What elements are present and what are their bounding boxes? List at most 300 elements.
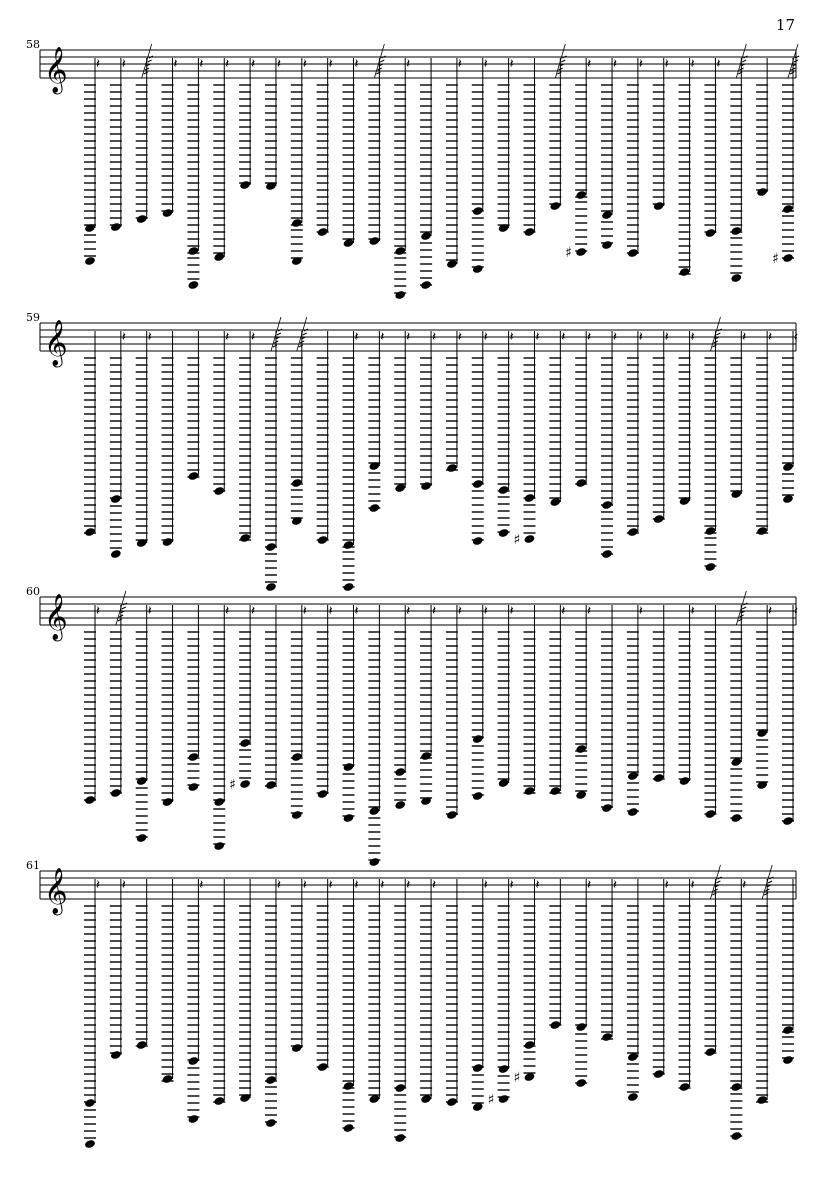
treble-clef-icon: 𝄞: [44, 594, 68, 640]
rest-icon: 𝄽: [587, 330, 592, 345]
note-column: [730, 330, 746, 499]
notehead: [705, 1047, 717, 1057]
notehead: [213, 797, 225, 807]
note-column: [446, 57, 462, 269]
note-column: [730, 591, 747, 823]
rest-icon: 𝄽: [432, 878, 437, 893]
note-column: [162, 331, 174, 547]
rest-icon: 𝄽: [96, 604, 100, 619]
notehead: [136, 776, 148, 786]
note-column: [498, 604, 514, 788]
note-column: [523, 58, 535, 237]
note-column: [265, 317, 282, 592]
measure-number: 60: [26, 585, 40, 598]
notehead: [679, 776, 691, 786]
notehead: [498, 1064, 510, 1074]
note-column: [679, 878, 695, 1092]
rest-icon: 𝄽: [173, 57, 178, 72]
note-column: [343, 878, 359, 1133]
notehead: [394, 800, 406, 810]
rest-icon: 𝄽: [742, 330, 747, 345]
measure-number: 58: [26, 38, 40, 51]
note-column: [627, 57, 643, 258]
note-column: [756, 604, 772, 790]
note-column: [162, 879, 174, 1084]
notehead: [162, 537, 174, 547]
note-column: [679, 604, 695, 786]
note-column: [523, 605, 535, 796]
note-column: [368, 44, 385, 246]
notehead: [187, 782, 199, 792]
notehead: [653, 201, 665, 211]
rest-icon: 𝄽: [690, 878, 695, 893]
note-column: [343, 604, 359, 823]
rest-icon: 𝄽: [561, 604, 566, 619]
note-column: [472, 330, 488, 546]
treble-clef-icon: 𝄞: [44, 47, 68, 93]
note-column: [782, 879, 794, 1065]
note-column: [513, 878, 539, 1086]
rest-icon: 𝄽: [225, 604, 230, 619]
rest-icon: 𝄽: [432, 330, 437, 345]
note-column: [84, 878, 100, 1149]
note-column: [513, 330, 539, 548]
rest-icon: 𝄽: [406, 57, 411, 72]
notehead: [84, 527, 96, 537]
notehead: [601, 240, 613, 250]
sharp-icon: ♯: [772, 251, 779, 267]
rest-icon: 𝄽: [613, 878, 618, 893]
notehead: [265, 582, 277, 592]
note-column: [782, 604, 798, 826]
rest-icon: 𝄽: [587, 878, 592, 893]
note-column: [704, 317, 721, 572]
note-column: [394, 604, 410, 810]
rest-icon: 𝄽: [457, 604, 462, 619]
rest-icon: 𝄽: [147, 604, 152, 619]
rest-icon: 𝄽: [276, 878, 281, 893]
notehead: [84, 256, 96, 266]
rest-icon: 𝄽: [380, 330, 385, 345]
note-column: [317, 878, 333, 1072]
note-column: [239, 57, 255, 190]
rest-icon: 𝄽: [302, 604, 307, 619]
notehead: [239, 779, 251, 789]
note-column: [239, 330, 255, 543]
notehead: [498, 528, 510, 538]
rest-icon: 𝄽: [535, 878, 540, 893]
rest-icon: 𝄽: [716, 57, 721, 72]
notehead: [653, 773, 665, 783]
note-column: [213, 604, 229, 851]
rest-icon: 𝄽: [328, 57, 333, 72]
note-column: [291, 317, 308, 526]
staff-system: [26, 859, 796, 1149]
treble-clef-icon: 𝄞: [44, 868, 68, 914]
notehead: [782, 253, 794, 263]
note-column: [291, 57, 307, 266]
notehead: [162, 1074, 174, 1084]
note-column: [420, 330, 436, 491]
notehead: [187, 1114, 199, 1124]
rest-icon: 𝄽: [406, 604, 411, 619]
rest-icon: 𝄽: [638, 604, 643, 619]
notehead: [627, 527, 639, 537]
note-column: [343, 57, 359, 248]
notehead: [549, 1020, 561, 1030]
note-column: [239, 879, 251, 1103]
rest-icon: 𝄽: [509, 878, 514, 893]
note-column: [782, 330, 798, 504]
note-column: [187, 605, 199, 792]
notehead: [472, 206, 484, 216]
note-column: [498, 330, 514, 538]
notehead: [136, 1040, 148, 1050]
notehead: [472, 479, 484, 489]
notehead: [368, 857, 380, 867]
staff-system: [26, 311, 798, 592]
note-column: [265, 57, 281, 191]
rest-icon: 𝄽: [742, 878, 747, 893]
notehead: [524, 534, 536, 544]
notehead: [110, 222, 122, 232]
notehead: [213, 1096, 225, 1106]
notehead: [420, 751, 432, 761]
note-column: [420, 58, 432, 290]
notehead: [213, 486, 225, 496]
note-column: [549, 330, 565, 507]
sharp-icon: ♯: [565, 245, 572, 261]
sharp-icon: ♯: [513, 1070, 521, 1086]
notehead: [394, 246, 406, 256]
note-column: [187, 878, 203, 1124]
notehead: [162, 208, 174, 218]
notehead: [601, 549, 613, 559]
note-column: [187, 57, 203, 290]
notehead: [446, 810, 458, 820]
note-column: [291, 604, 307, 820]
note-column: [291, 878, 307, 1053]
rest-icon: 𝄽: [302, 57, 307, 72]
notehead: [730, 1082, 742, 1092]
notehead: [162, 797, 174, 807]
notehead: [265, 542, 277, 552]
notehead: [265, 1118, 277, 1128]
note-column: [704, 605, 716, 819]
rest-icon: 𝄽: [121, 330, 126, 345]
notehead: [394, 767, 406, 777]
treble-clef-icon: 𝄞: [44, 320, 68, 366]
notehead: [472, 791, 484, 801]
rest-icon: 𝄽: [354, 330, 359, 345]
notehead: [524, 786, 536, 796]
notehead: [627, 807, 639, 817]
rest-icon: 𝄽: [457, 57, 462, 72]
notehead: [472, 536, 484, 546]
rest-icon: 𝄽: [147, 330, 152, 345]
notehead: [756, 526, 768, 536]
notehead: [575, 478, 587, 488]
note-column: [265, 878, 281, 1128]
note-column: [601, 57, 617, 250]
notehead: [317, 1062, 329, 1072]
rest-icon: 𝄽: [690, 330, 695, 345]
notehead: [679, 267, 691, 277]
note-column: [420, 604, 436, 806]
note-column: [772, 44, 799, 267]
note-column: [653, 57, 669, 211]
notehead: [498, 485, 510, 495]
notehead: [110, 1050, 122, 1060]
notehead: [136, 833, 148, 843]
notehead: [627, 248, 639, 258]
note-column: [704, 57, 720, 238]
rest-icon: 𝄽: [121, 57, 126, 72]
note-column: [627, 604, 643, 817]
rest-icon: 𝄽: [328, 604, 333, 619]
notehead: [84, 795, 96, 805]
notehead: [343, 1123, 355, 1133]
notehead: [524, 1040, 536, 1050]
note-column: [394, 878, 410, 1143]
rest-icon: 𝄽: [587, 57, 592, 72]
rest-icon: 𝄽: [664, 330, 669, 345]
notehead: [627, 1092, 639, 1102]
notehead: [343, 582, 355, 592]
rest-icon: 𝄽: [509, 604, 514, 619]
note-column: [446, 604, 462, 820]
note-column: [368, 878, 384, 1104]
rest-icon: 𝄽: [690, 604, 695, 619]
rest-icon: 𝄽: [380, 878, 385, 893]
staff-system: [26, 585, 798, 867]
measure-number: 61: [26, 859, 40, 872]
measure-number: 59: [26, 311, 40, 324]
note-column: [136, 604, 152, 843]
rest-icon: 𝄽: [483, 330, 488, 345]
rest-icon: 𝄽: [251, 330, 256, 345]
note-column: [265, 605, 277, 790]
rest-icon: 𝄽: [794, 330, 798, 345]
note-column: [549, 879, 561, 1030]
note-column: [488, 878, 514, 1108]
sharp-icon: ♯: [513, 532, 521, 548]
notehead: [498, 1094, 510, 1104]
notehead: [782, 816, 794, 826]
note-column: [84, 331, 96, 537]
note-column: [84, 604, 100, 805]
note-column: [368, 605, 380, 867]
notehead: [84, 1139, 96, 1149]
notehead: [265, 780, 277, 790]
note-column: [420, 878, 436, 1104]
notehead: [730, 813, 742, 823]
note-column: [343, 330, 359, 592]
note-column: [756, 865, 773, 1105]
notehead: [472, 1063, 484, 1073]
note-column: [653, 605, 665, 783]
notehead: [679, 1082, 691, 1092]
page-number: 17: [775, 16, 795, 34]
note-column: [565, 57, 591, 261]
note-column: [394, 57, 410, 300]
rest-icon: 𝄽: [794, 604, 798, 619]
rest-icon: 𝄽: [121, 878, 126, 893]
notehead: [549, 786, 561, 796]
sharp-icon: ♯: [229, 777, 236, 793]
notehead: [705, 809, 717, 819]
note-column: [317, 57, 333, 237]
notehead: [575, 744, 587, 754]
notehead: [730, 1131, 742, 1141]
rest-icon: 𝄽: [638, 330, 643, 345]
notehead: [782, 1055, 794, 1065]
notehead: [601, 803, 613, 813]
note-column: [653, 330, 669, 524]
note-column: [213, 879, 225, 1106]
rest-icon: 𝄽: [199, 878, 204, 893]
notehead: [265, 1075, 277, 1085]
rest-icon: 𝄽: [406, 878, 411, 893]
notehead: [549, 201, 561, 211]
rest-icon: 𝄽: [768, 330, 773, 345]
note-column: [472, 878, 488, 1112]
notehead: [524, 493, 536, 503]
notehead: [291, 478, 303, 488]
rest-icon: 𝄽: [613, 330, 618, 345]
notehead: [394, 290, 406, 300]
note-column: [110, 878, 126, 1060]
note-column: [653, 878, 669, 1079]
note-column: [730, 878, 746, 1141]
notehead: [110, 494, 122, 504]
note-column: [756, 330, 772, 536]
note-column: [627, 330, 643, 537]
note-column: [601, 605, 613, 813]
rest-icon: 𝄽: [509, 57, 514, 72]
note-column: [446, 330, 462, 473]
notehead: [420, 481, 432, 491]
note-column: [368, 330, 384, 513]
notehead: [575, 1078, 587, 1088]
notehead: [601, 500, 613, 510]
notehead: [291, 810, 303, 820]
note-column: [730, 44, 747, 283]
note-column: [162, 605, 174, 807]
notehead: [653, 1069, 665, 1079]
note-column: [679, 57, 695, 277]
rest-icon: 𝄽: [613, 57, 618, 72]
rest-icon: 𝄽: [354, 878, 359, 893]
note-column: [317, 604, 333, 799]
notehead: [472, 264, 484, 274]
sharp-icon: ♯: [487, 1092, 495, 1108]
notehead: [730, 273, 742, 283]
notehead: [394, 1083, 406, 1093]
note-column: [549, 44, 566, 211]
notehead: [653, 514, 665, 524]
rest-icon: 𝄽: [483, 57, 488, 72]
rest-icon: 𝄽: [483, 878, 488, 893]
notehead: [343, 813, 355, 823]
notehead: [420, 280, 432, 290]
note-column: [110, 57, 126, 232]
notehead: [705, 228, 717, 238]
note-column: [575, 604, 591, 800]
rest-icon: 𝄽: [328, 878, 333, 893]
notehead: [136, 214, 148, 224]
notehead: [782, 204, 794, 214]
notehead: [782, 1025, 794, 1035]
notehead: [524, 227, 536, 237]
notehead: [317, 789, 329, 799]
note-column: [756, 58, 768, 197]
rest-icon: 𝄽: [587, 604, 592, 619]
rest-icon: 𝄽: [561, 330, 566, 345]
note-column: [162, 57, 178, 218]
rest-icon: 𝄽: [457, 330, 462, 345]
rest-icon: 𝄽: [509, 330, 514, 345]
rest-icon: 𝄽: [535, 330, 540, 345]
notehead: [705, 562, 717, 572]
notehead: [187, 246, 199, 256]
notehead: [291, 752, 303, 762]
rest-icon: 𝄽: [406, 330, 411, 345]
note-column: [213, 57, 229, 262]
note-column: [627, 879, 639, 1102]
notehead: [239, 180, 251, 190]
rest-icon: 𝄽: [483, 604, 488, 619]
note-column: [601, 878, 617, 1042]
notehead: [110, 549, 122, 559]
notehead: [213, 841, 225, 851]
rest-icon: 𝄽: [664, 878, 669, 893]
rest-icon: 𝄽: [251, 57, 256, 72]
rest-icon: 𝄽: [251, 604, 256, 619]
notehead: [368, 503, 380, 513]
note-column: [704, 865, 721, 1057]
notehead: [187, 1056, 199, 1066]
note-column: [575, 330, 591, 488]
notehead: [575, 1022, 587, 1032]
notehead: [187, 280, 199, 290]
note-column: [679, 330, 695, 506]
notehead: [756, 1095, 768, 1105]
notehead: [368, 236, 380, 246]
notehead: [291, 1043, 303, 1053]
notehead: [446, 1097, 458, 1107]
note-column: [213, 330, 229, 496]
rest-icon: 𝄽: [199, 57, 204, 72]
rest-icon: 𝄽: [354, 604, 359, 619]
notehead: [575, 190, 587, 200]
rest-icon: 𝄽: [225, 330, 230, 345]
notehead: [575, 247, 587, 257]
note-column: [575, 878, 591, 1088]
rest-icon: 𝄽: [225, 57, 230, 72]
notehead: [446, 463, 458, 473]
notehead: [187, 752, 199, 762]
rest-icon: 𝄽: [690, 57, 695, 72]
rest-icon: 𝄽: [96, 57, 100, 72]
notehead: [472, 734, 484, 744]
notehead: [239, 533, 251, 543]
notehead: [756, 187, 768, 197]
notehead: [730, 226, 742, 236]
notehead: [705, 526, 717, 536]
rest-icon: 𝄽: [768, 604, 773, 619]
note-column: [601, 330, 617, 559]
